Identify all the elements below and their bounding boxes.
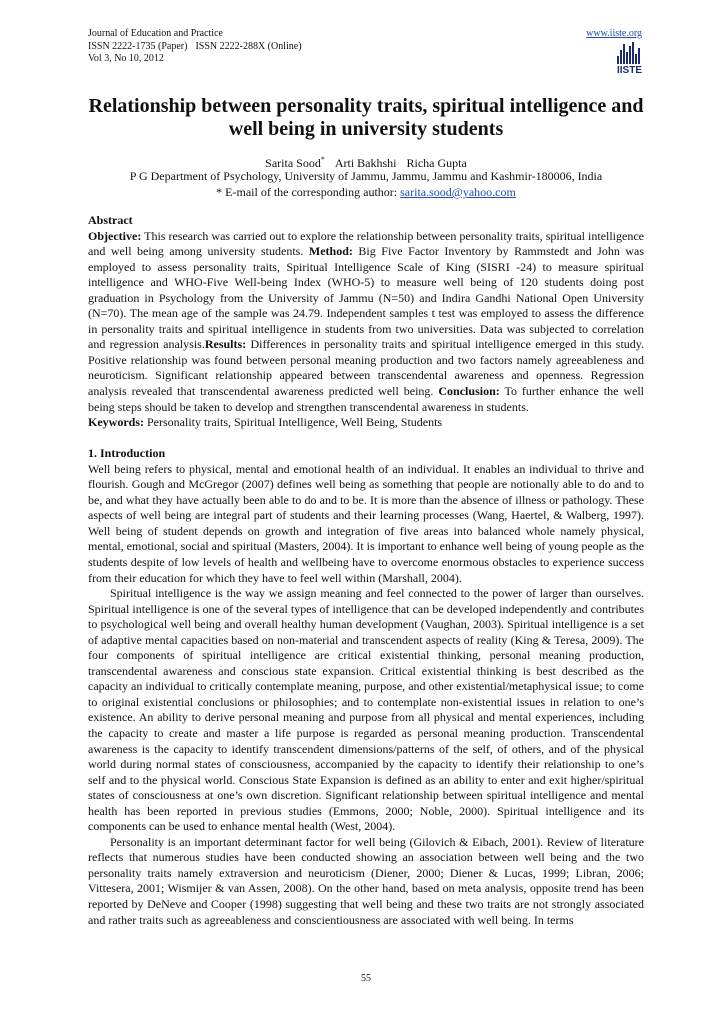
corresponding-mark: * (320, 155, 325, 164)
logo-bars (617, 42, 643, 64)
keywords-text: Personality traits, Spiritual Intelligence, Well Being, Students (147, 415, 443, 430)
method-text: Big Five Factor Inventory by Rammstedt and John was employed to assess personality traits, Spiritual Intelligence Scale of King (SISRI -24) to measure spiritual intelligence and WHO-Five Well-being Index (WHO-5) to measure well being of 120 students doing post graduation in Psychology from the University of Jammu (N=50) and Indira Gandhi National Open University (N=70). The mean age of the sample was 24.79. Independent samples t test was employed to assess the difference in personality traits and spiritual intelligence in students from two universities. Data was subjected to correlation and regression analysis. (88, 244, 645, 352)
author-2: Arti Bakhshi (334, 156, 397, 170)
issn-online: ISSN 2222-288X (Online) (195, 40, 302, 52)
abstract-text (88, 229, 644, 416)
introduction-heading: 1. Introduction (88, 446, 166, 461)
iiste-logo (617, 42, 643, 82)
issn-line (88, 41, 302, 54)
results-label: Results: (204, 337, 247, 352)
affiliation: P G Department of Psychology, University of Jammu, Jammu, Jammu and Kashmir-180006, India (129, 169, 603, 183)
objective-text: This research was carried out to explore the relationship between personality traits, spiritual intelligence and well being among university students. (88, 228, 644, 259)
logo-text: IISTE (617, 65, 643, 76)
paper-body (88, 213, 644, 928)
email-prefix: * E-mail of the corresponding author: (216, 185, 398, 199)
introduction-paragraph-1: Well being refers to physical, mental and emotional health of an individual. It enables an individual to thrive and flourish. Gough and McGregor (2007) defines well being as something that people are notionally able to do and to be, and what they have actually been able to do and to be. It is more than the absence of illness or pathology. These aspects of well being are integral part of students and their learning processes (Wang, Haertel, & Walberg, 1997). Well being of student depends on growth and integration of five areas into balanced whole namely physical, mental, emotional, social and spiritual (Masters, 2004). It is important to enhance well being of young people as the students despite of low levels of health and wellbeing have to overcome enormous obstacles to experience success from their education for which they have to feel well within (Marshall, 2004). (88, 461, 644, 585)
keywords-label: Keywords: (88, 415, 144, 430)
introduction-paragraph-3: Personality is an important determinant factor for well being (Gilovich & Eibach, 2001). Review of literature reflects that numerous studies have been conducted showing an association between well being and the two personality traits namely extraversion and neuroticism (Diener, 2000; Diener & Lucas, 1999; Libran, 2006; Vittesera, 2001; Wismijer & van Assen, 2008). On the other hand, based on meta analysis, opposite trend has been reported by DeNeve and Cooper (1998) suggesting that well being and these two traits are not strongly associated and rather traits such as agreeableness and conscientiousness are associated with well being. In terms (88, 834, 644, 927)
journal-url-link[interactable]: www.iiste.org (586, 28, 642, 39)
conclusion-text: To further enhance the well being steps should be taken to develop and strengthen transcendental awareness in students. (88, 384, 645, 414)
issn-paper: ISSN 2222-1735 (Paper) (88, 40, 188, 52)
results-text: Differences in personality traits and spiritual intelligence emerged in this study. Positive relationship was found between personal meaning production and two factors namely agreeableness and neuroticism. Significant relationship appeared between transcendental awareness and openness. Regression analysis revealed that transcendental awareness predicted well being. (88, 337, 645, 399)
introduction-paragraph-2: Spiritual intelligence is the way we assign meaning and feel connected to the power of larger than ourselves. Spiritual intelligence is one of the several types of intelligence that can be developed independently and contributes to psychological well being and overall healthy human development (Vaughan, 2003). Spiritual intelligence is a set of adaptive mental capacities based on non-material and transcendent aspects of reality (King & Teresa, 2009). The four components of spiritual intelligence are critical existential thinking, personal meaning production, transcendental awareness and conscious state expansion. Critical existential thinking is best described as the capacity an individual to critically contemplate meaning, purpose, and other existential/metaphysical issue; to come to original existential conclusions or philosophies; and to contemplate non-existential issues in relation to one’s existence. An ability to derive personal meaning and purpose from all physical and mental experiences, including the capacity to create and master a life purpose is regarded as personal meaning production. Transcendental awareness is the capacity to identify transcendent dimensions/patterns of the self, of others, and of the physical world during normal states of consciousness, accompanied by the capacity to identify their relationship to one’s self and to the physical world. Conscious State Expansion is defined as an ability to enter and exit higher/spiritual states of consciousness at one’s own discretion. Significant relationship between spiritual intelligence and mental health has been reported in previous studies (Emmons, 2000; Noble, 2000). Spiritual intelligence and its components can be used to enhance mental health (West, 2004). (88, 586, 644, 834)
keywords-line (88, 415, 644, 431)
page-number: 55 (361, 973, 371, 984)
abstract-heading: Abstract (88, 213, 133, 227)
journal-header (88, 28, 302, 66)
email-line (88, 184, 644, 200)
volume-line: Vol 3, No 10, 2012 (88, 53, 164, 64)
journal-name: Journal of Education and Practice (88, 28, 223, 39)
author-3: Richa Gupta (406, 156, 467, 170)
objective-label: Objective: (88, 228, 142, 243)
paper-title: Relationship between personality traits, spiritual intelligence and well being in university students (88, 95, 644, 140)
conclusion-label: Conclusion: (438, 384, 500, 399)
author-1: Sarita Sood (265, 156, 321, 170)
email-link[interactable]: sarita.sood@yahoo.com (400, 185, 516, 199)
method-label: Method: (308, 244, 353, 259)
